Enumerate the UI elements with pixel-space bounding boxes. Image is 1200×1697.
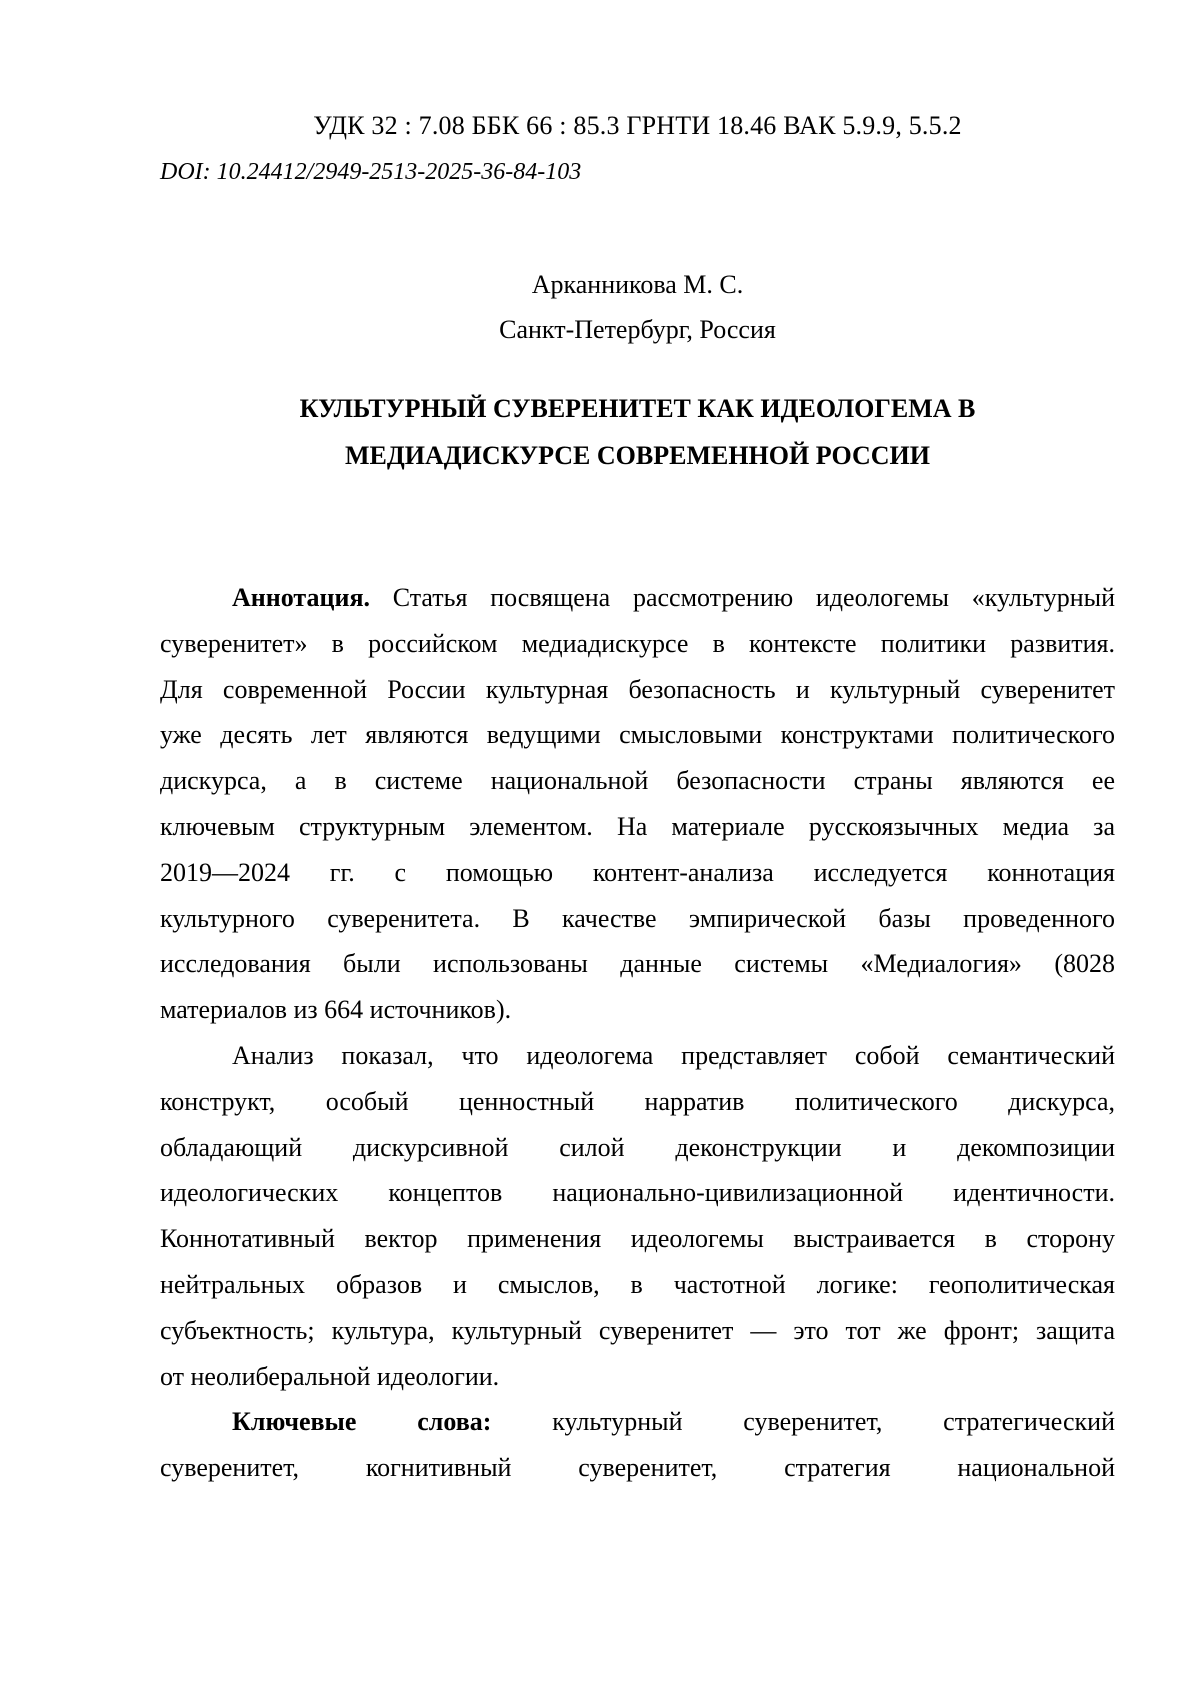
paper-title-line1: КУЛЬТУРНЫЙ СУВЕРЕНИТЕТ КАК ИДЕОЛОГЕМА В [299,394,976,423]
keywords-label: Ключевые слова: [232,1407,492,1437]
keywords-paragraph [160,1399,1115,1491]
abstract-line: уже десять лет являются ведущими смысловыми конструктами политического [160,720,1115,750]
paper-title-line2: МЕДИАДИСКУРСЕ СОВРЕМЕННОЙ РОССИИ [345,441,930,470]
author-name: Арканникова М. С. [531,270,744,299]
analysis-line: конструкт, особый ценностный нарратив политического дискурса, [160,1086,1115,1116]
analysis-line: идеологических концептов национально-цивилизационной идентичности. [160,1178,1115,1208]
analysis-line: Коннотативный вектор применения идеологемы выстраивается в сторону [160,1224,1115,1254]
abstract-line: культурного суверенитета. В качестве эмпирической базы проведенного [160,903,1115,933]
keywords-lead-text: культурный суверенитет, стратегический [491,1407,1115,1437]
analysis-line: обладающий дискурсивной силой деконструкции и декомпозиции [160,1132,1115,1162]
doi-line: DOI: 10.24412/2949-2513-2025-36-84-103 [160,159,582,185]
abstract-lead-text: Статья посвящена рассмотрению идеологемы «культурный [370,583,1115,612]
udk-classification-line: УДК 32 : 7.08 ББК 66 : 85.3 ГРНТИ 18.46 ВАК 5.9.9, 5.5.2 [313,111,962,140]
article-body [160,575,1115,1491]
analysis-line: субъектность; культура, культурный суверенитет — это тот же фронт; защита [160,1315,1115,1345]
abstract-line: 2019—2024 гг. с помощью контент-анализа исследуется коннотация [160,857,1115,887]
paper-title [160,385,1115,479]
analysis-paragraph [160,1033,1115,1399]
abstract-line: Для современной России культурная безопасность и культурный суверенитет [160,674,1115,704]
abstract-line: суверенитет» в российском медиадискурсе в контексте политики развития. [160,628,1115,658]
analysis-line: от неолиберальной идеологии. [160,1361,500,1391]
abstract-paragraph [160,575,1115,1033]
byline [160,262,1115,352]
abstract-line [160,575,1115,621]
abstract-line: дискурса, а в системе национальной безопасности страны являются ее [160,766,1115,796]
author-location: Санкт-Петербург, Россия [499,315,776,344]
keywords-line [160,1399,1115,1445]
keywords-line: суверенитет, когнитивный суверенитет, стратегия национальной [160,1453,1115,1483]
abstract-line: материалов из 664 источников). [160,995,512,1025]
analysis-line: Анализ показал, что идеологема представляет собой семантический [232,1040,1115,1070]
abstract-label: Аннотация. [232,583,371,612]
abstract-line: ключевым структурным элементом. На материале русскоязычных медиа за [160,811,1115,841]
abstract-line: исследования были использованы данные системы «Медиалогия» (8028 [160,949,1115,979]
analysis-line: нейтральных образов и смыслов, в частотной логике: геополитическая [160,1269,1115,1299]
